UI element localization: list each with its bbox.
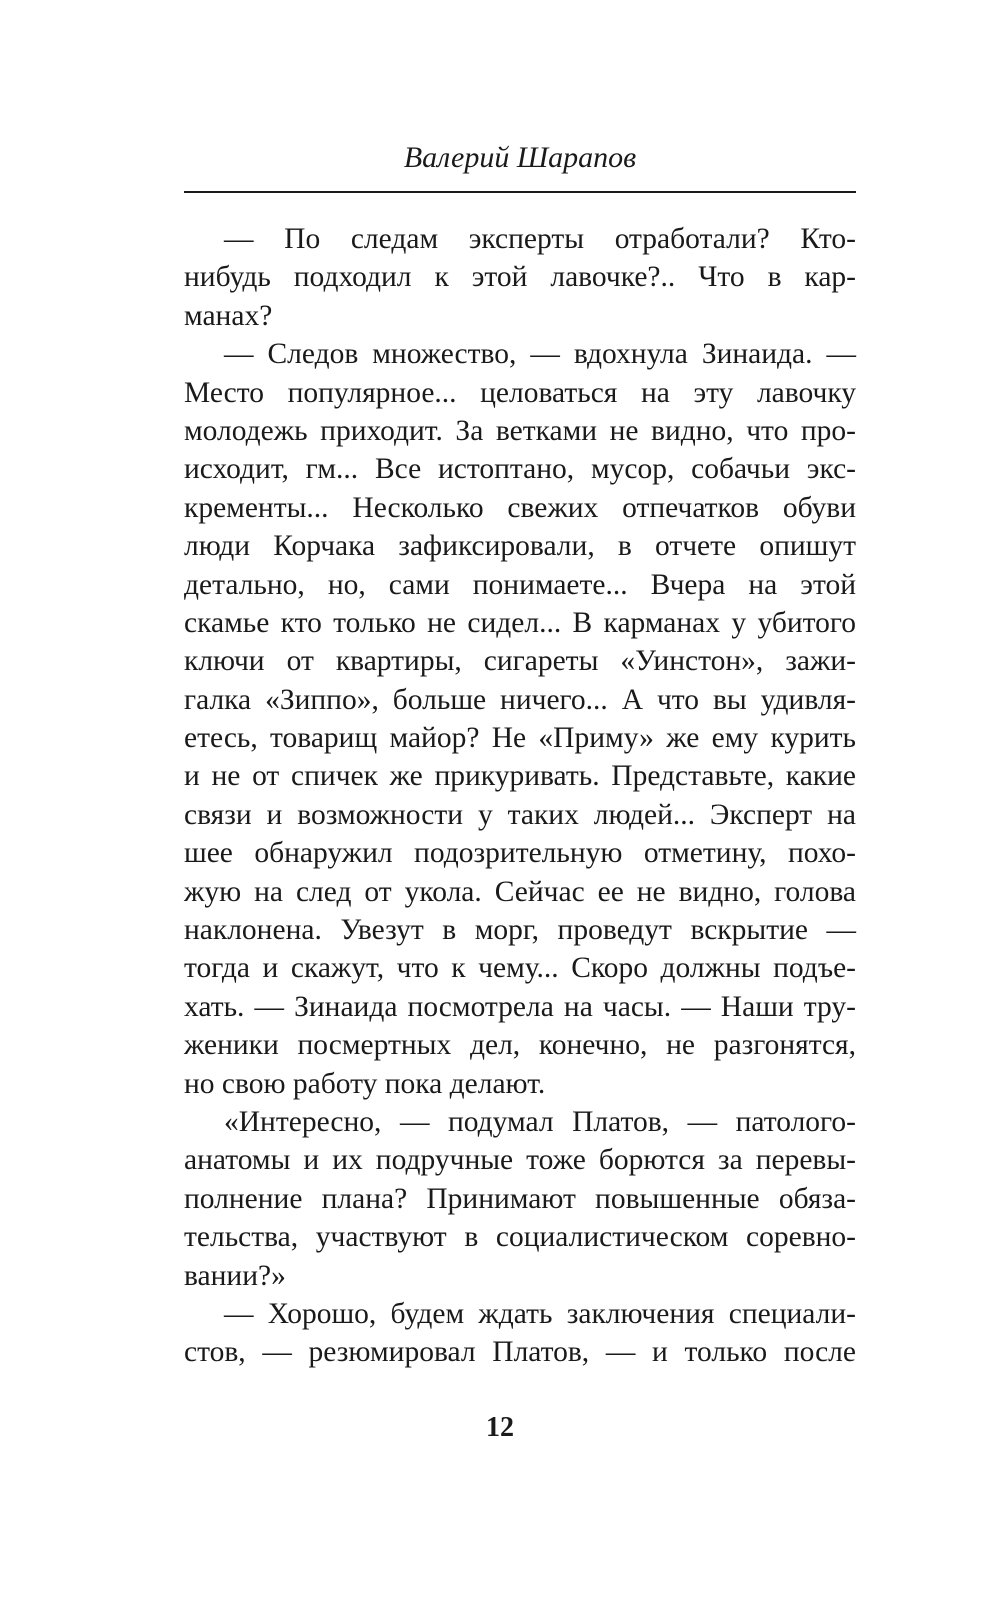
text-line: ключи от квартиры, сигареты «Уинстон», зажи-: [184, 645, 856, 678]
text-line: — Хорошо, будем ждать заключения специали-: [224, 1297, 856, 1330]
header-rule: [184, 191, 856, 193]
page-number: 12: [486, 1412, 514, 1443]
running-header: Валерий Шарапов: [403, 141, 637, 174]
text-line: галка «Зиппо», больше ничего... А что вы удивля-: [184, 683, 856, 716]
text-line: детально, но, сами понимаете... Вчера на этой: [184, 568, 856, 601]
text-line: — Следов множество, — вдохнула Зинаида. —: [224, 338, 856, 371]
text-line: люди Корчака зафиксировали, в отчете опишут: [184, 530, 856, 563]
text-line: стов, — резюмировал Платов, — и только после: [184, 1336, 856, 1369]
text-line: шее обнаружил подозрительную отметину, похо-: [184, 837, 856, 870]
text-line: молодежь приходит. За ветками не видно, что про-: [184, 414, 856, 447]
text-line: анатомы и их подручные тоже борются за перевы-: [184, 1144, 856, 1177]
text-line: «Интересно, — подумал Платов, — патолого-: [224, 1105, 856, 1138]
text-line: кременты... Несколько свежих отпечатков обуви: [184, 491, 856, 524]
text-line: — По следам эксперты отработали? Кто-: [224, 223, 856, 255]
text-line: вании?»: [184, 1259, 286, 1292]
text-line: исходит, гм... Все истоптано, мусор, собачьи экс-: [184, 453, 856, 486]
text-line: тельства, участвуют в социалистическом соревно-: [184, 1221, 856, 1254]
text-line: и не от спичек же прикуривать. Представьте, какие: [184, 760, 856, 793]
text-line: хать. — Зинаида посмотрела на часы. — Наши тру-: [184, 990, 856, 1023]
text-line: скамье кто только не сидел... В карманах у убитого: [184, 606, 856, 639]
text-line: женики посмертных дел, конечно, не разгонятся,: [184, 1029, 856, 1062]
text-line: етесь, товарищ майор? Не «Приму» же ему курить: [184, 722, 856, 755]
text-line: наклонена. Увезут в морг, проведут вскрытие —: [184, 914, 856, 947]
text-line: полнение плана? Принимают повышенные обяза-: [184, 1182, 856, 1215]
paragraph: [184, 1295, 856, 1372]
paragraph: [184, 1103, 856, 1295]
text-line: Место популярное... целоваться на эту лавочку: [184, 376, 856, 409]
text-line: но свою работу пока делают.: [184, 1067, 546, 1100]
text-line: жую на след от укола. Сейчас ее не видно, голова: [184, 875, 856, 908]
paragraph: [184, 335, 856, 1103]
text-line: манах?: [184, 299, 273, 332]
text-line: нибудь подходил к этой лавочке?.. Что в кар-: [184, 261, 856, 294]
paragraph: [184, 220, 856, 335]
text-body: [184, 220, 856, 1372]
text-line: связи и возможности у таких людей... Эксперт на: [184, 798, 856, 831]
text-line: тогда и скажут, что к чему... Скоро должны подъе-: [184, 952, 856, 985]
